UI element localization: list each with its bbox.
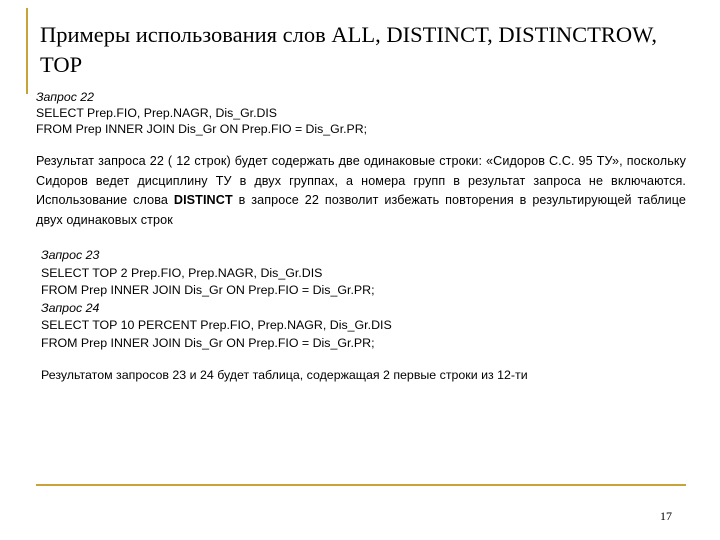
result-23-24-paragraph: Результатом запросов 23 и 24 будет таблица, содержащая 2 первые строки из 12-ти	[41, 368, 528, 382]
slide-title: Примеры использования слов ALL, DISTINCT, DISTINCTROW, TOP	[40, 22, 657, 77]
query-22-line-1: SELECT Prep.FIO, Prep.NAGR, Dis_Gr.DIS	[36, 106, 277, 120]
footer-divider	[36, 484, 686, 486]
query-23-24-block	[41, 247, 691, 352]
paragraph-text-start: Результат запроса 22 ( 12 строк) будет содержать две одинаковые строки: «Сидоров С.С. 95 ТУ», поскольку Сидоров ведет дисциплину ТУ в двух группах, а номера групп в результат запроса не включаются. Использование слова	[36, 154, 686, 207]
query-23-line-2: FROM Prep INNER JOIN Dis_Gr ON Prep.FIO = Dis_Gr.PR;	[41, 283, 375, 297]
query-22-block	[36, 89, 686, 137]
distinct-keyword: DISTINCT	[173, 193, 233, 207]
query-24-label: Запрос 24	[41, 300, 100, 315]
query-22-line-2: FROM Prep INNER JOIN Dis_Gr ON Prep.FIO = Dis_Gr.PR;	[36, 122, 368, 136]
query-23-label: Запрос 23	[41, 248, 100, 262]
query-24-line-2: FROM Prep INNER JOIN Dis_Gr ON Prep.FIO = Dis_Gr.PR;	[41, 335, 375, 350]
result-22-paragraph	[36, 152, 686, 230]
query-22-label: Запрос 22	[36, 90, 94, 104]
query-23-line-1: SELECT TOP 2 Prep.FIO, Prep.NAGR, Dis_Gr.DIS	[41, 265, 323, 280]
paragraph-text-end: в запросе 22 позволит избежать повторения в результирующей таблице двух одинаковых строк	[36, 193, 686, 227]
title-accent-line	[26, 8, 28, 94]
query-24-line-1: SELECT TOP 10 PERCENT Prep.FIO, Prep.NAGR, Dis_Gr.DIS	[41, 318, 392, 332]
page-number: 17	[660, 509, 672, 523]
